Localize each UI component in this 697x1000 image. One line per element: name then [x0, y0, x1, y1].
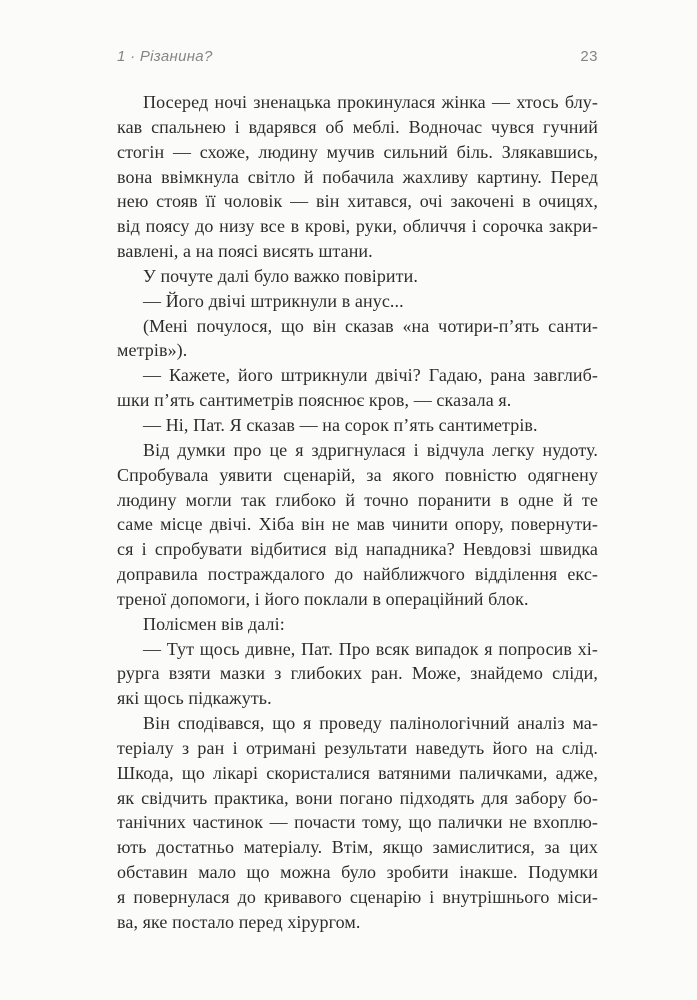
- text-line: У почуте далі було важко повірити.: [143, 265, 418, 286]
- text-line: теріалу з ран і отримані результати наведуть його на слід.: [117, 737, 598, 758]
- text-line: ся і спробувати відбитися від нападника? Невдовзі швидка: [117, 539, 598, 560]
- paragraph: [117, 314, 598, 364]
- text-line: обставин мало що можна було зробити інакше. Подумки: [117, 862, 598, 883]
- text-line: Посеред ночі зненацька прокинулася жінка — хтось блу-: [143, 92, 598, 112]
- text-line: Від думки про це я здригнулася і відчула легку нудоту.: [143, 439, 598, 460]
- paragraph: [117, 637, 598, 712]
- text-line: Спробувала уявити сценарій, за якого повністю одягнену: [117, 464, 598, 485]
- text-line: — Ні, Пат. Я сказав — на сорок п’ять сантиметрів.: [143, 414, 538, 435]
- text-line: — Його двічі штрикнули в анус...: [143, 290, 404, 311]
- page-number: 23: [580, 48, 598, 65]
- text-line: ва, яке постало перед хірургом.: [117, 911, 361, 932]
- text-line: Він сподівався, що я проведу палінологічний аналіз ма-: [143, 713, 598, 734]
- text-line: рурга взяти мазки з глибоких ран. Може, знайдемо сліди,: [117, 663, 598, 684]
- text-line: — Кажете, його штрикнули двічі? Гадаю, рана завглиб-: [143, 365, 598, 386]
- text-line: вона ввімкнула світло й побачила жахливу картину. Перед: [117, 166, 598, 187]
- text-line: від поясу до низу все в крові, руки, обличчя і сорочка закри-: [117, 216, 598, 237]
- text-line: стогін — схоже, людину мучив сильний біль. Злякавшись,: [117, 141, 598, 162]
- text-line: треної допомоги, і його поклали в операційний блок.: [117, 588, 529, 609]
- paragraph: [117, 264, 598, 289]
- body-text: [117, 90, 598, 935]
- paragraph: [117, 363, 598, 413]
- text-line: шки п’ять сантиметрів пояснює кров, — сказала я.: [117, 390, 512, 411]
- paragraph: [117, 612, 598, 637]
- text-line: саме місце двічі. Хіба він не мав чинити опору, повернути-: [117, 514, 598, 535]
- paragraph: [117, 289, 598, 314]
- text-line: нею стояв її чоловік — він хитався, очі закочені в очицях,: [117, 191, 598, 212]
- text-line: ють достатньо матеріалу. Втім, якщо замислитися, за цих: [117, 837, 598, 858]
- text-line: як свідчить практика, вони погано підходять для забору бо-: [117, 787, 598, 808]
- text-line: — Тут щось дивне, Пат. Про всяк випадок я попросив хі-: [143, 638, 598, 659]
- text-line: танічних частинок — почасти тому, що палички не вхоплю-: [117, 812, 598, 833]
- text-line: людину могли так глибоко й точно поранити в одне й те: [117, 489, 598, 510]
- text-line: метрів»).: [117, 340, 188, 361]
- paragraph: [117, 413, 598, 438]
- text-line: доправила постраждалого до найближчого відділення екс-: [117, 564, 598, 585]
- text-line: кав спальнею і вдарявся об меблі. Водночас чувся гучний: [117, 116, 598, 137]
- text-line: вавлені, а на поясі висять штани.: [117, 241, 373, 262]
- text-line: які щось підкажуть.: [117, 688, 272, 709]
- running-header: [117, 48, 598, 65]
- paragraph: [117, 711, 598, 935]
- text-line: я повернулася до кривавого сценарію і внутрішнього міси-: [117, 887, 598, 907]
- text-line: Полісмен вів далі:: [143, 613, 285, 634]
- text-line: (Мені почулося, що він сказав «на чотири-п’ять санти-: [143, 315, 598, 336]
- running-header-chapter: 1 · Різанина?: [117, 48, 213, 65]
- paragraph: [117, 90, 598, 264]
- paragraph: [117, 438, 598, 612]
- text-line: Шкода, що лікарі скористалися ватяними паличками, адже,: [117, 762, 598, 783]
